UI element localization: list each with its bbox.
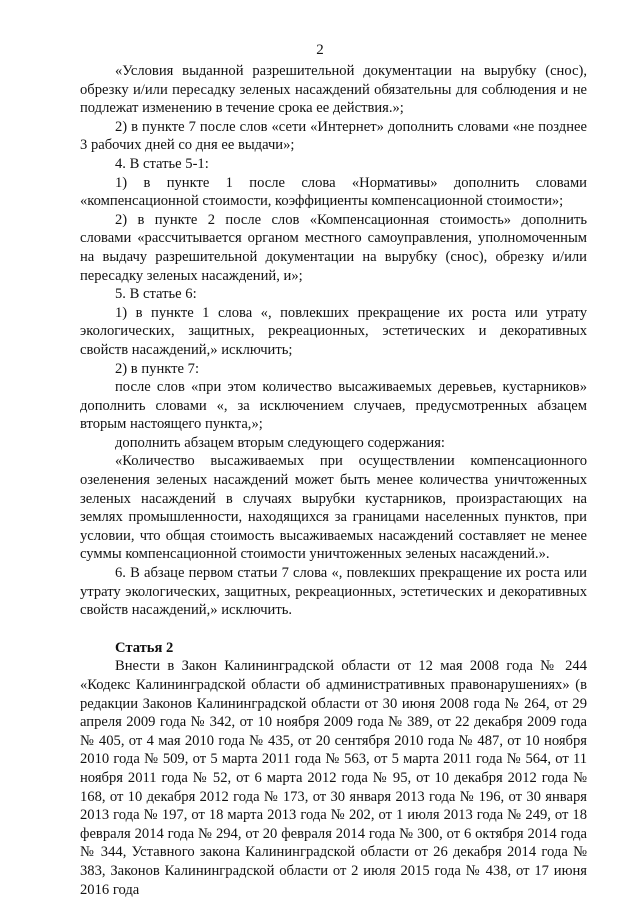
page-number: 2 — [316, 42, 324, 58]
paragraph: 5. В статье 6: — [115, 286, 197, 303]
paragraph: после слов «при этом количество высаживаемых деревьев, кустарников» дополнить словами «, за исключением случаев, предусмотренных абзацем вторым настоящего пункта,»; — [80, 379, 587, 433]
paragraph: 1) в пункте 1 слова «, повлекших прекращение их роста или утрату экологических, защитных, рекреационных, эстетических и декоративных свойств насаждений,» исключить; — [80, 304, 587, 358]
paragraph: 6. В абзаце первом статьи 7 слова «, повлекших прекращение их роста или утрату экологических, защитных, рекреационных, эстетических и декоративных свойств насаждений,» исключить. — [80, 565, 587, 619]
paragraph: «Количество высаживаемых при осуществлении компенсационного озеленения зеленых насаждений может быть менее количества уничтоженных зеленых насаждений в случаях вырубки кустарников, произрастающих на землях промышленности, находящихся за границами населенных пунктов, при условии, что общая стоимость высаживаемых насаждений составляет не менее суммы компенсационной стоимости уничтоженных зеленых насаждений.». — [80, 453, 587, 563]
paragraph: 2) в пункте 2 после слов «Компенсационная стоимость» дополнить словами «рассчитывается органом местного самоуправления, уполномоченным на выдачу разрешительной документации на вырубку (снос), обрезку и/или пересадку зеленых насаждений, и»; — [80, 211, 587, 284]
paragraph: «Условия выданной разрешительной документации на вырубку (снос), обрезку и/или пересадку зеленых насаждений обязательны для соблюдения и не подлежат изменению в течение срока ее действия.»; — [80, 63, 587, 117]
paragraph: 4. В статье 5-1: — [115, 155, 209, 172]
paragraph: 2) в пункте 7: — [115, 360, 200, 377]
paragraph: дополнить абзацем вторым следующего содержания: — [115, 434, 445, 451]
article-heading: Статья 2 — [115, 639, 174, 656]
paragraph: 2) в пункте 7 после слов «сети «Интернет» дополнить словами «не позднее 3 рабочих дней со дня ее выдачи»; — [80, 118, 587, 154]
paragraph: 1) в пункте 1 после слова «Нормативы» дополнить словами «компенсационной стоимости, коэффициенты компенсационной стоимости»; — [80, 174, 587, 210]
article-paragraph: Внести в Закон Калининградской области от 12 мая 2008 года № 244 «Кодекс Калининградской области об административных правонарушениях» (в редакции Законов Калининградской области от 30 июня 2008 года № 264, от 29 апреля 2009 года № 342, от 10 ноября 2009 года № 389, от 22 декабря 2009 года № 405, от 4 мая 2010 года № 435, от 20 сентября 2010 года № 487, от 10 ноября 2010 года № 509, от 5 марта 2011 года № 563, от 5 марта 2011 года № 564, от 11 ноября 2011 года № 52, от 6 марта 2012 года № 95, от 10 декабря 2012 года № 168, от 10 декабря 2012 года № 173, от 30 января 2013 года № 196, от 30 января 2013 года № 197, от 18 марта 2013 года № 202, от 1 июля 2013 года № 249, от 18 февраля 2014 года № 294, от 20 февраля 2014 года № 300, от 6 октября 2014 года № 344, Уставного закона Калининградской области от 26 декабря 2014 года № 383, Законов Калининградской области от 2 июля 2015 года № 438, от 17 июня 2016 года — [80, 658, 587, 898]
document-body — [80, 62, 587, 899]
